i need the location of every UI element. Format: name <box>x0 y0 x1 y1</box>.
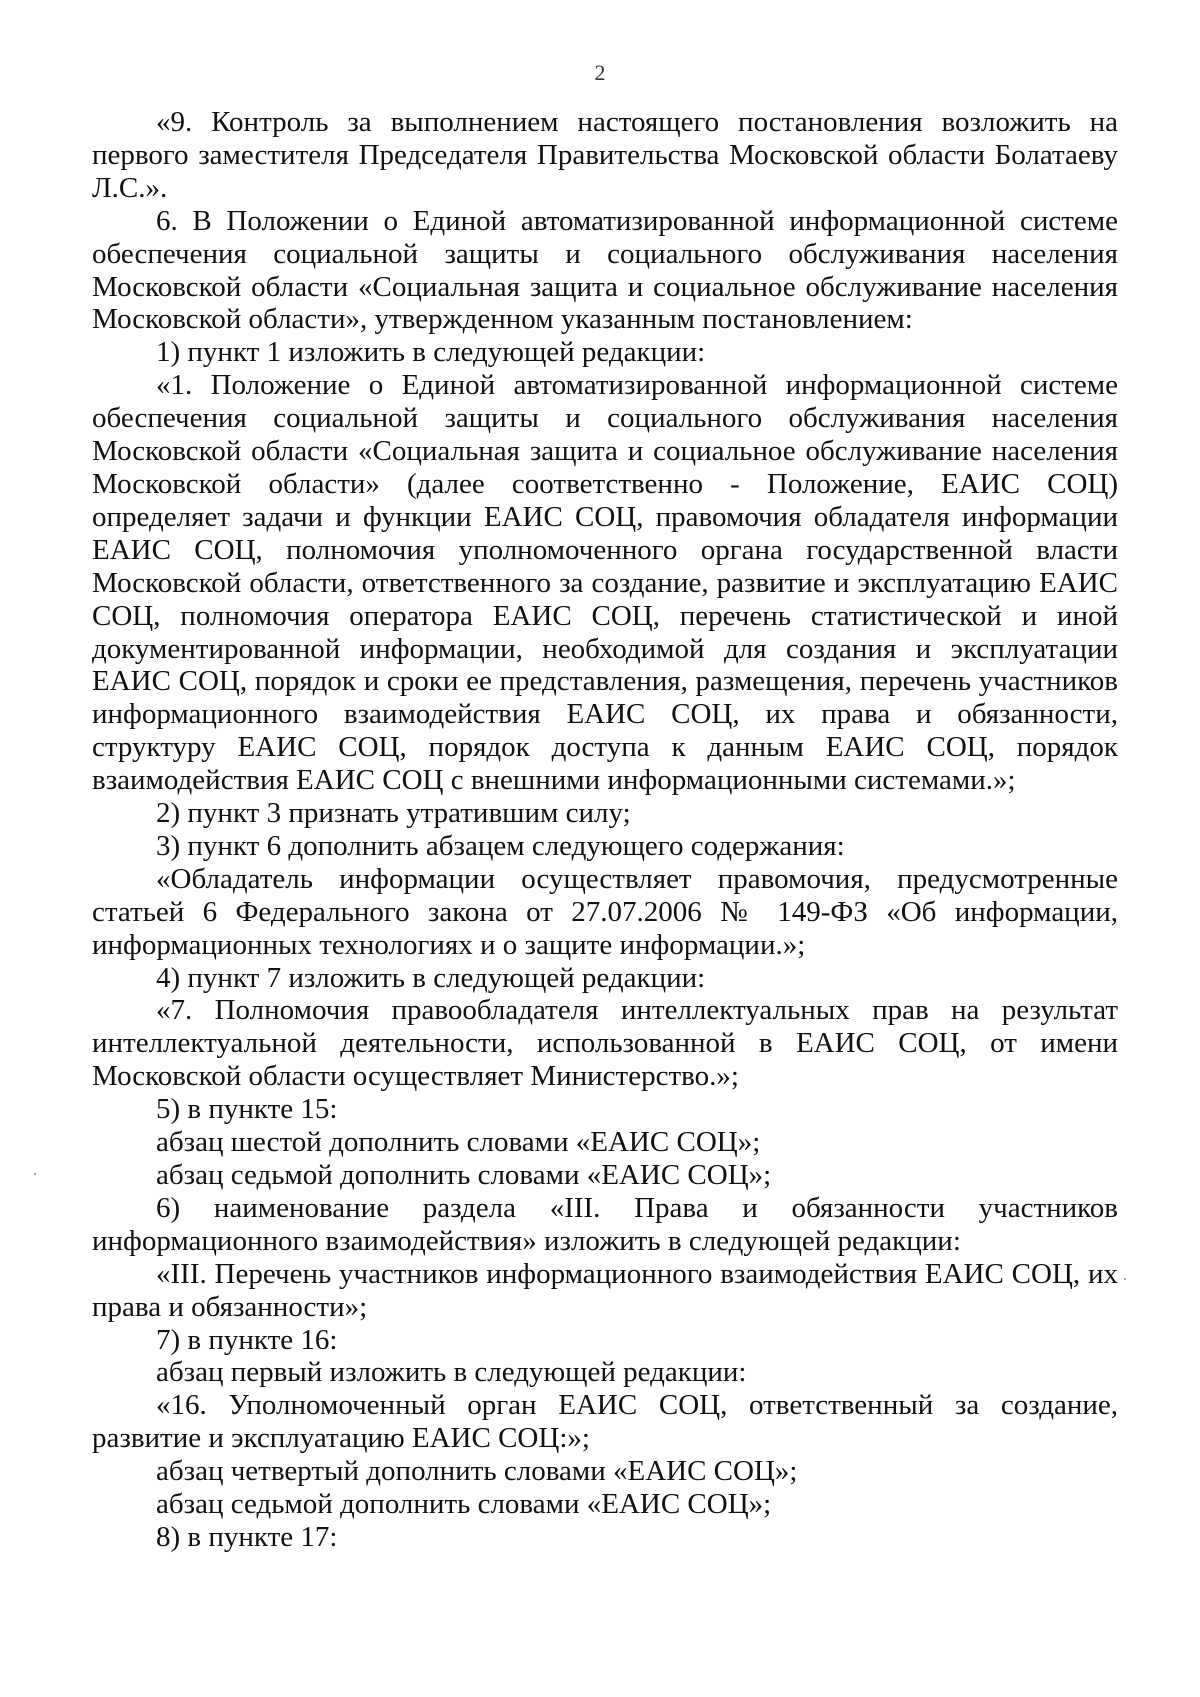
paragraph-information-owner: «Обладатель информации осуществляет правомочия, предусмотренные статьей 6 Федерального закона от 27.07.2006 № 149-ФЗ «Об информации, информационных технологиях и о защите информации.»; <box>92 862 1118 961</box>
scan-speck <box>34 1173 36 1175</box>
paragraph-subitem-4: 4) пункт 7 изложить в следующей редакции: <box>156 961 706 994</box>
paragraph-seventh-subparagraph: абзац седьмой дополнить словами «ЕАИС СОЦ»; <box>156 1159 772 1191</box>
paragraph-subitem-2: 2) пункт 3 признать утратившим силу; <box>156 797 631 830</box>
paragraph-clause-1-text: «1. Положение о Единой автоматизированной информационной системе обеспечения социальной защиты и социального обслуживания населения Московской области «Социальная защита и социальное обслуживание населения Московской области» (далее соответственно - Положение, ЕАИС СОЦ) определяет задачи и функции ЕАИС СОЦ, правомочия обладателя информации ЕАИС СОЦ, полномочия уполномоченного органа государственной власти Московской области, ответственного за создание, развитие и эксплуатацию ЕАИС СОЦ, полномочия оператора ЕАИС СОЦ, перечень статистической и иной документированной информации, необходимой для создания и эксплуатации ЕАИС СОЦ, порядок и сроки ее представления, размещения, перечень участников информационного взаимодействия ЕАИС СОЦ, их права и обязанности, структуру ЕАИС СОЦ, порядок доступа к данным ЕАИС СОЦ, порядок взаимодействия ЕАИС СОЦ с внешними информационными системами.»; <box>92 369 1118 797</box>
paragraph-first-subparagraph: абзац первый изложить в следующей редакции: <box>156 1356 747 1389</box>
paragraph-clause-16-text: «16. Уполномоченный орган ЕАИС СОЦ, ответственный за создание, развитие и эксплуатацию ЕАИС СОЦ:»; <box>92 1389 1118 1455</box>
paragraph-fourth-subparagraph: абзац четвертый дополнить словами «ЕАИС СОЦ»; <box>156 1455 798 1488</box>
paragraph-sixth-subparagraph: абзац шестой дополнить словами «ЕАИС СОЦ»; <box>156 1126 761 1159</box>
paragraph-subitem-3: 3) пункт 6 дополнить абзацем следующего содержания: <box>156 829 845 862</box>
paragraph-control-clause: «9. Контроль за выполнением настоящего постановления возложить на первого заместителя Председателя Правительства Московской области Болатаеву Л.С.». <box>92 106 1118 204</box>
paragraph-subitem-1: 1) пункт 1 изложить в следующей редакции: <box>156 336 706 369</box>
paragraph-seventh-subparagraph-2: абзац седьмой дополнить словами «ЕАИС СОЦ»; <box>156 1488 772 1521</box>
paragraph-subitem-7: 7) в пункте 16: <box>156 1323 338 1356</box>
paragraph-section-iii-title: «III. Перечень участников информационного взаимодействия ЕАИС СОЦ, их права и обязанности»; <box>92 1257 1118 1323</box>
paragraph-clause-7-text: «7. Полномочия правообладателя интеллектуальных прав на результат интеллектуальной деятельности, использованной в ЕАИС СОЦ, от имени Московской области осуществляет Министерство.»; <box>92 994 1118 1093</box>
paragraph-item-6: 6. В Положении о Единой автоматизированной информационной системе обеспечения социальной защиты и социального обслуживания населения Московской области «Социальная защита и социальное обслуживание населения Московской области», утвержденном указанным постановлением: <box>92 204 1118 336</box>
paragraph-subitem-8: 8) в пункте 17: <box>156 1520 338 1553</box>
scan-speck <box>1124 1278 1126 1280</box>
document-body <box>92 106 1118 1554</box>
page-number: 2 <box>594 60 606 85</box>
paragraph-subitem-6: 6) наименование раздела «III. Права и обязанности участников информационного взаимодействия» изложить в следующей редакции: <box>92 1191 1118 1257</box>
paragraph-subitem-5: 5) в пункте 15: <box>156 1093 338 1126</box>
